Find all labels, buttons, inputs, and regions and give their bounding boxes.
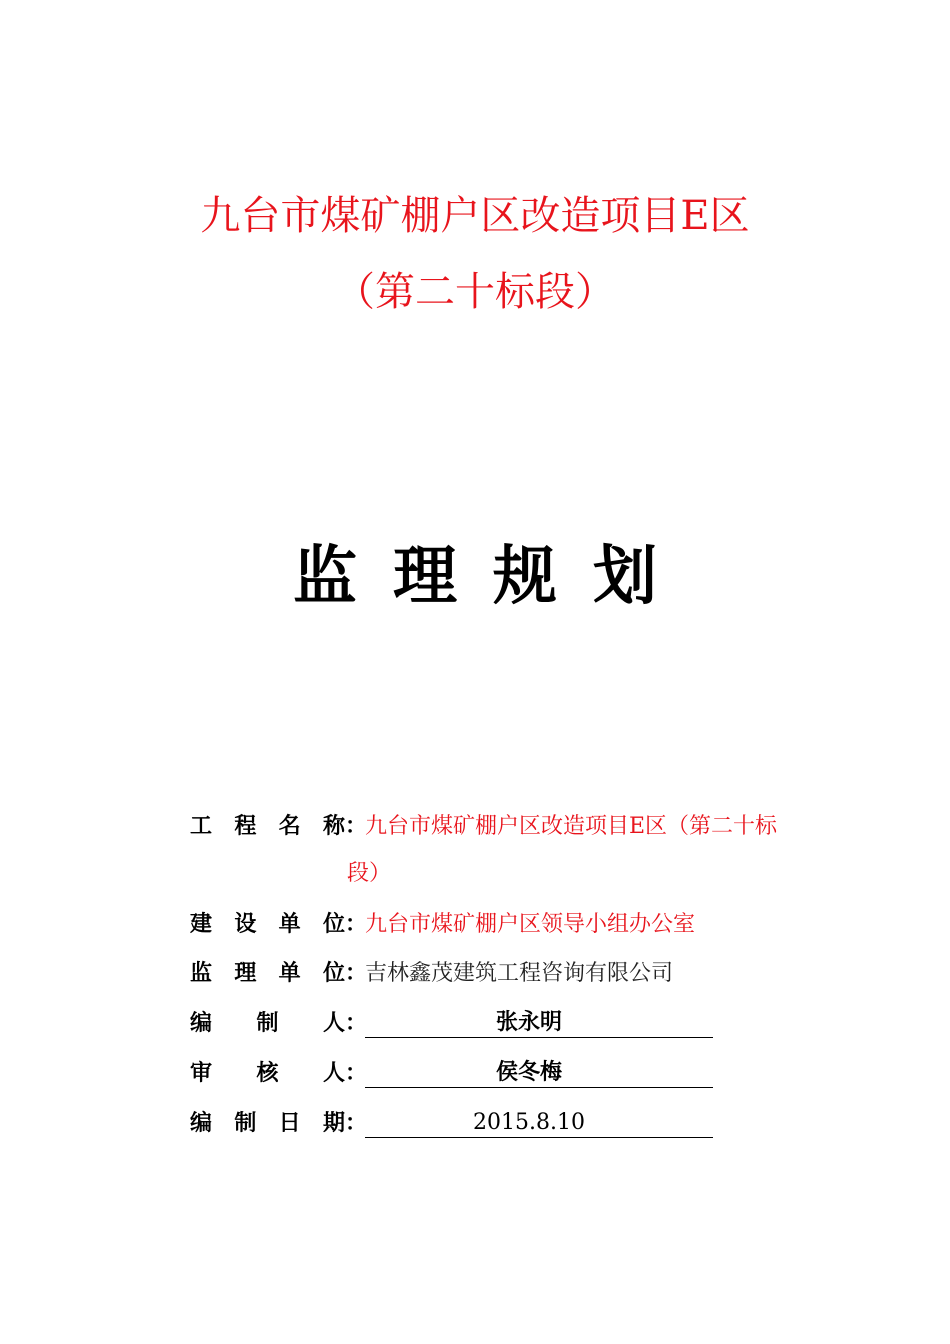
- project-title-line2: （第二十标段）: [335, 269, 615, 315]
- compiler-label: 编 制 人: [190, 1010, 345, 1036]
- project-name-value: 九台市煤矿棚户区改造项目E区（第二十标: [365, 813, 778, 839]
- construction-unit-value: 九台市煤矿棚户区领导小组办公室: [365, 911, 696, 937]
- info-row-construction-unit: [190, 906, 695, 938]
- colon: ：: [345, 911, 368, 937]
- compile-date-label: 编 制 日 期: [190, 1110, 345, 1136]
- info-row-project-name: [190, 808, 777, 840]
- info-row-compiler: [190, 1005, 713, 1037]
- project-name-label: 工 程 名 称: [190, 813, 345, 839]
- supervision-unit-label: 监 理 单 位: [190, 960, 345, 986]
- document-title: 监理规划: [293, 540, 693, 614]
- info-row-compile-date: [190, 1105, 713, 1137]
- reviewer-label: 审 核 人: [190, 1060, 345, 1086]
- supervision-unit-value: 吉林鑫茂建筑工程咨询有限公司: [365, 960, 674, 986]
- colon: ：: [345, 813, 368, 839]
- project-title-line1: 九台市煤矿棚户区改造项目E区: [200, 193, 750, 239]
- info-row-reviewer: [190, 1055, 713, 1087]
- info-row-supervision-unit: [190, 955, 673, 987]
- colon: ：: [345, 960, 368, 986]
- colon: ：: [345, 1060, 368, 1086]
- colon: ：: [345, 1110, 368, 1136]
- colon: ：: [345, 1010, 368, 1036]
- construction-unit-label: 建 设 单 位: [190, 911, 345, 937]
- reviewer-value: 侯冬梅: [365, 1058, 713, 1088]
- compile-date-value: 2015.8.10: [365, 1108, 713, 1138]
- compiler-value: 张永明: [365, 1008, 713, 1038]
- project-name-value-continued: 段）: [347, 861, 392, 886]
